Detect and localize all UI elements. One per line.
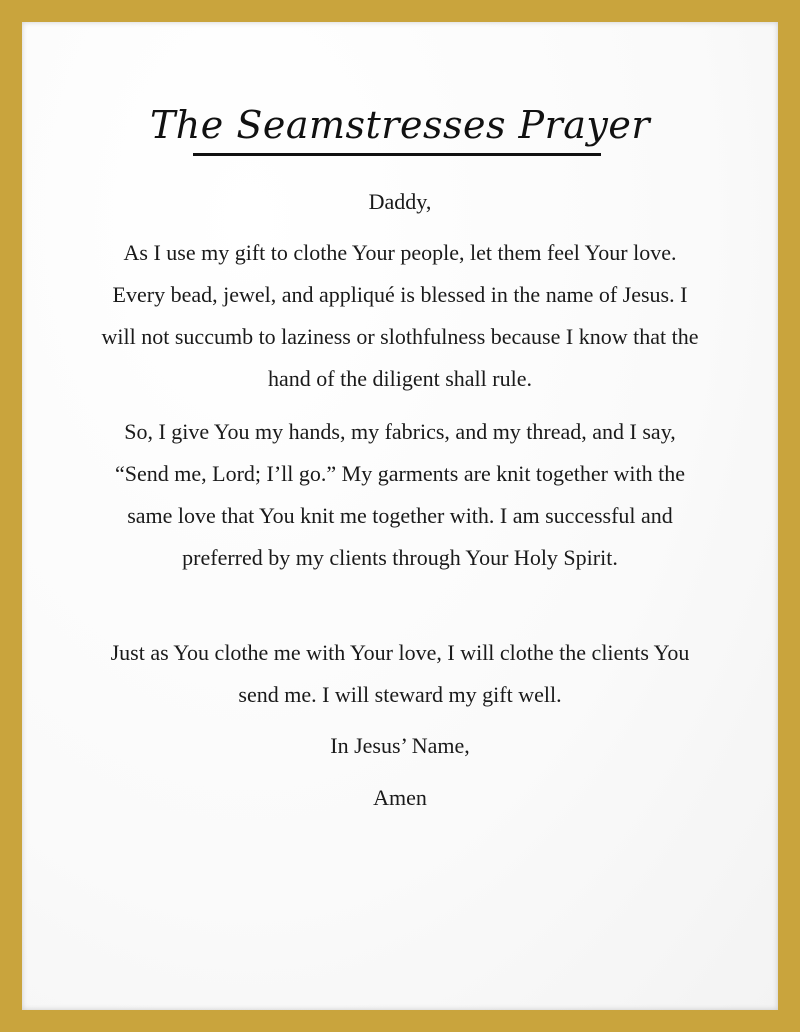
signoff-amen: Amen: [373, 785, 427, 810]
prayer-paragraph-1: As I use my gift to clothe Your people, let them feel Your love. Every bead, jewel, and appliqué is blessed in the name of Jesus. I will not succumb to laziness or slothfulness because I know that the hand of the diligent shall rule.: [101, 240, 699, 391]
prayer-title: The Seamstresses Prayer: [149, 103, 651, 147]
title-underline: [193, 153, 601, 156]
salutation: Daddy,: [368, 189, 432, 214]
prayer-paragraph-3: Just as You clothe me with Your love, I will clothe the clients You send me. I will steward my gift well.: [110, 640, 690, 707]
prayer-paragraph-2: So, I give You my hands, my fabrics, and my thread, and I say, “Send me, Lord; I’ll go.” My garments are knit together with the same love that You knit me together with. I am successful and preferred by my clients through Your Holy Spirit.: [114, 419, 685, 570]
closing-line: In Jesus’ Name,: [330, 733, 470, 758]
